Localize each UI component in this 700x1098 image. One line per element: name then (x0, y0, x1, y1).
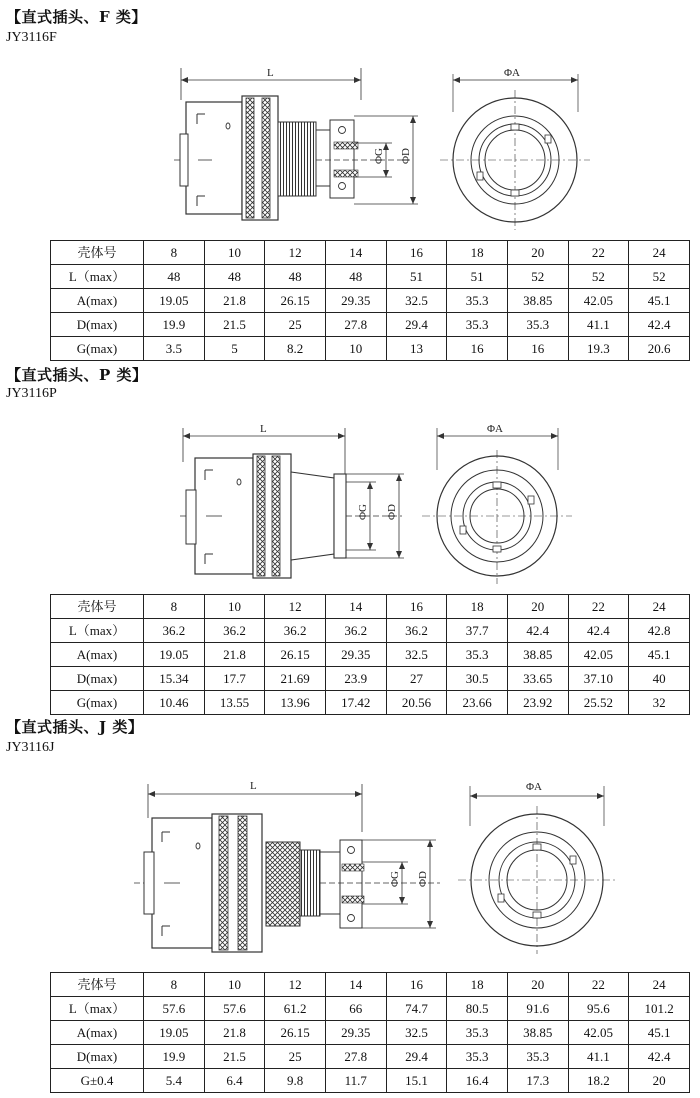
size-cell: 24 (629, 595, 690, 619)
value-cell: 23.66 (447, 691, 508, 715)
value-cell: 29.35 (325, 643, 386, 667)
value-cell: 20 (629, 1069, 690, 1093)
value-cell: 45.1 (629, 643, 690, 667)
dim-label-d-p: ΦD (386, 504, 398, 520)
connector-drawing-f (0, 60, 700, 236)
value-cell: 21.8 (204, 643, 265, 667)
connector-drawing-p (0, 414, 700, 594)
value-cell: 91.6 (507, 997, 568, 1021)
table-row (51, 619, 690, 643)
size-cell: 10 (204, 973, 265, 997)
table-row (51, 337, 690, 361)
value-cell: 25 (265, 1045, 326, 1069)
value-cell: 33.65 (507, 667, 568, 691)
value-cell: 26.15 (265, 289, 326, 313)
value-cell: 51 (386, 265, 447, 289)
value-cell: 6.4 (204, 1069, 265, 1093)
value-cell: 41.1 (568, 1045, 629, 1069)
connector-drawing-j (0, 770, 700, 970)
value-cell: 27 (386, 667, 447, 691)
value-cell: 19.05 (144, 1021, 205, 1045)
value-cell: 42.4 (568, 619, 629, 643)
value-cell: 29.35 (325, 1021, 386, 1045)
size-cell: 18 (447, 241, 508, 265)
row-label: G(max) (51, 691, 144, 715)
size-cell: 12 (265, 595, 326, 619)
size-cell: 16 (386, 241, 447, 265)
value-cell: 42.05 (568, 289, 629, 313)
value-cell: 41.1 (568, 313, 629, 337)
value-cell: 13 (386, 337, 447, 361)
size-cell: 14 (325, 595, 386, 619)
dim-label-a-p: ΦA (487, 423, 503, 435)
value-cell: 21.8 (204, 289, 265, 313)
value-cell: 42.4 (629, 313, 690, 337)
value-cell: 29.4 (386, 1045, 447, 1069)
spec-table-j (50, 972, 690, 1093)
size-cell: 12 (265, 973, 326, 997)
spec-table-f (50, 240, 690, 361)
row-label: A(max) (51, 643, 144, 667)
value-cell: 52 (507, 265, 568, 289)
value-cell: 35.3 (447, 643, 508, 667)
value-cell: 57.6 (144, 997, 205, 1021)
value-cell: 36.2 (325, 619, 386, 643)
value-cell: 48 (265, 265, 326, 289)
table-row (51, 289, 690, 313)
value-cell: 40 (629, 667, 690, 691)
value-cell: 38.85 (507, 643, 568, 667)
value-cell: 17.42 (325, 691, 386, 715)
table-row (51, 643, 690, 667)
value-cell: 19.9 (144, 313, 205, 337)
header-cell: 壳体号 (51, 973, 144, 997)
value-cell: 36.2 (204, 619, 265, 643)
value-cell: 23.9 (325, 667, 386, 691)
value-cell: 45.1 (629, 1021, 690, 1045)
value-cell: 36.2 (265, 619, 326, 643)
value-cell: 13.96 (265, 691, 326, 715)
spec-table-p (50, 594, 690, 715)
size-cell: 14 (325, 241, 386, 265)
value-cell: 48 (204, 265, 265, 289)
value-cell: 66 (325, 997, 386, 1021)
section-title-j: 【直式插头、J 类】 (6, 718, 144, 736)
value-cell: 10 (325, 337, 386, 361)
header-cell: 壳体号 (51, 595, 144, 619)
value-cell: 42.05 (568, 1021, 629, 1045)
value-cell: 95.6 (568, 997, 629, 1021)
value-cell: 32.5 (386, 643, 447, 667)
value-cell: 52 (629, 265, 690, 289)
value-cell: 35.3 (507, 1045, 568, 1069)
value-cell: 18.2 (568, 1069, 629, 1093)
value-cell: 17.3 (507, 1069, 568, 1093)
value-cell: 32 (629, 691, 690, 715)
value-cell: 101.2 (629, 997, 690, 1021)
value-cell: 20.6 (629, 337, 690, 361)
value-cell: 48 (144, 265, 205, 289)
size-cell: 24 (629, 241, 690, 265)
row-label: L（max） (51, 265, 144, 289)
row-label: L（max） (51, 997, 144, 1021)
table-row (51, 313, 690, 337)
value-cell: 19.05 (144, 643, 205, 667)
value-cell: 13.55 (204, 691, 265, 715)
value-cell: 21.5 (204, 313, 265, 337)
value-cell: 26.15 (265, 1021, 326, 1045)
value-cell: 42.05 (568, 643, 629, 667)
value-cell: 8.2 (265, 337, 326, 361)
value-cell: 3.5 (144, 337, 205, 361)
value-cell: 74.7 (386, 997, 447, 1021)
dim-label-g-f: ΦG (373, 148, 385, 164)
model-p: JY3116P (6, 386, 57, 401)
row-label: A(max) (51, 289, 144, 313)
value-cell: 35.3 (447, 1045, 508, 1069)
dim-label-a-j: ΦA (526, 781, 542, 793)
model-f: JY3116F (6, 30, 57, 45)
value-cell: 36.2 (386, 619, 447, 643)
size-cell: 22 (568, 973, 629, 997)
size-cell: 10 (204, 595, 265, 619)
value-cell: 61.2 (265, 997, 326, 1021)
value-cell: 21.5 (204, 1045, 265, 1069)
value-cell: 19.05 (144, 289, 205, 313)
value-cell: 16.4 (447, 1069, 508, 1093)
value-cell: 37.7 (447, 619, 508, 643)
value-cell: 51 (447, 265, 508, 289)
value-cell: 38.85 (507, 1021, 568, 1045)
value-cell: 19.3 (568, 337, 629, 361)
size-cell: 18 (447, 973, 508, 997)
size-cell: 24 (629, 973, 690, 997)
dim-label-l-f: L (267, 67, 274, 79)
value-cell: 15.34 (144, 667, 205, 691)
size-cell: 22 (568, 595, 629, 619)
row-label: D(max) (51, 667, 144, 691)
value-cell: 20.56 (386, 691, 447, 715)
value-cell: 27.8 (325, 313, 386, 337)
drawing-p (0, 414, 700, 594)
value-cell: 26.15 (265, 643, 326, 667)
size-cell: 10 (204, 241, 265, 265)
row-label: G±0.4 (51, 1069, 144, 1093)
table-row (51, 1045, 690, 1069)
table-header-row (51, 241, 690, 265)
row-label: D(max) (51, 313, 144, 337)
value-cell: 27.8 (325, 1045, 386, 1069)
value-cell: 36.2 (144, 619, 205, 643)
dim-label-g-j: ΦG (389, 871, 401, 887)
dim-label-l-p: L (260, 423, 267, 435)
value-cell: 35.3 (447, 313, 508, 337)
size-cell: 14 (325, 973, 386, 997)
size-cell: 20 (507, 241, 568, 265)
row-label: L（max） (51, 619, 144, 643)
drawing-j (0, 770, 700, 970)
value-cell: 5 (204, 337, 265, 361)
value-cell: 30.5 (447, 667, 508, 691)
dim-label-d-j: ΦD (417, 871, 429, 887)
value-cell: 19.9 (144, 1045, 205, 1069)
table-row (51, 997, 690, 1021)
value-cell: 32.5 (386, 1021, 447, 1045)
row-label: G(max) (51, 337, 144, 361)
table-header-row (51, 595, 690, 619)
row-label: A(max) (51, 1021, 144, 1045)
table-row (51, 691, 690, 715)
value-cell: 16 (507, 337, 568, 361)
table-row (51, 1069, 690, 1093)
row-label: D(max) (51, 1045, 144, 1069)
size-cell: 22 (568, 241, 629, 265)
dim-label-l-j: L (250, 780, 257, 792)
value-cell: 80.5 (447, 997, 508, 1021)
section-title-p: 【直式插头、P 类】 (6, 366, 148, 384)
value-cell: 9.8 (265, 1069, 326, 1093)
table-row (51, 265, 690, 289)
value-cell: 25.52 (568, 691, 629, 715)
value-cell: 42.4 (507, 619, 568, 643)
size-cell: 8 (144, 973, 205, 997)
value-cell: 35.3 (447, 1021, 508, 1045)
value-cell: 52 (568, 265, 629, 289)
size-cell: 16 (386, 973, 447, 997)
value-cell: 29.35 (325, 289, 386, 313)
value-cell: 23.92 (507, 691, 568, 715)
table-row (51, 1021, 690, 1045)
value-cell: 35.3 (447, 289, 508, 313)
size-cell: 8 (144, 595, 205, 619)
table-row (51, 667, 690, 691)
size-cell: 16 (386, 595, 447, 619)
value-cell: 29.4 (386, 313, 447, 337)
value-cell: 21.8 (204, 1021, 265, 1045)
value-cell: 10.46 (144, 691, 205, 715)
dim-label-g-p: ΦG (357, 504, 369, 520)
value-cell: 21.69 (265, 667, 326, 691)
value-cell: 57.6 (204, 997, 265, 1021)
value-cell: 35.3 (507, 313, 568, 337)
section-title-f: 【直式插头、F 类】 (6, 8, 147, 26)
value-cell: 25 (265, 313, 326, 337)
size-cell: 8 (144, 241, 205, 265)
value-cell: 32.5 (386, 289, 447, 313)
model-j: JY3116J (6, 740, 55, 755)
value-cell: 37.10 (568, 667, 629, 691)
value-cell: 42.8 (629, 619, 690, 643)
value-cell: 16 (447, 337, 508, 361)
size-cell: 18 (447, 595, 508, 619)
value-cell: 48 (325, 265, 386, 289)
value-cell: 17.7 (204, 667, 265, 691)
value-cell: 45.1 (629, 289, 690, 313)
dim-label-d-f: ΦD (400, 148, 412, 164)
value-cell: 42.4 (629, 1045, 690, 1069)
size-cell: 12 (265, 241, 326, 265)
value-cell: 5.4 (144, 1069, 205, 1093)
value-cell: 38.85 (507, 289, 568, 313)
size-cell: 20 (507, 595, 568, 619)
header-cell: 壳体号 (51, 241, 144, 265)
drawing-f (0, 60, 700, 236)
table-header-row (51, 973, 690, 997)
size-cell: 20 (507, 973, 568, 997)
value-cell: 11.7 (325, 1069, 386, 1093)
dim-label-a-f: ΦA (504, 67, 520, 79)
value-cell: 15.1 (386, 1069, 447, 1093)
